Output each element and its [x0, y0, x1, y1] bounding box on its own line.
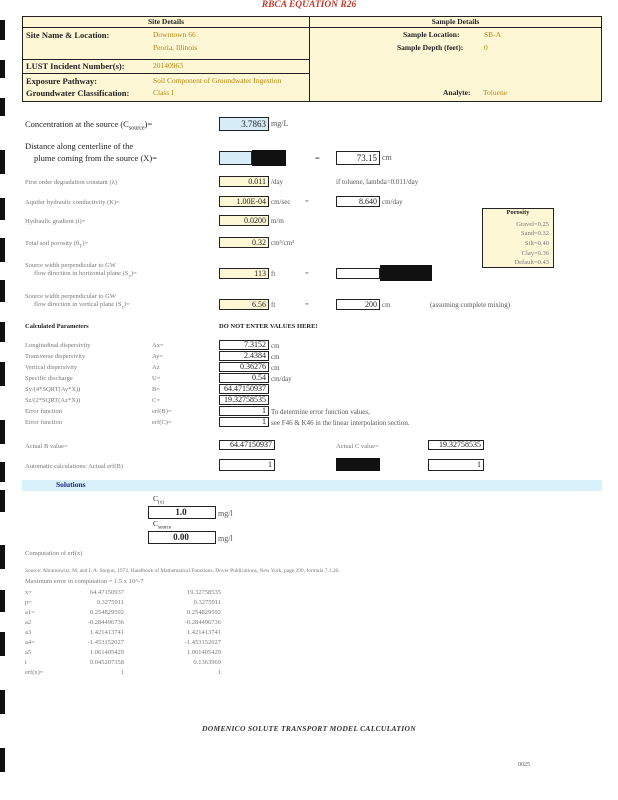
erf-col-b: -1.453152027 [87, 639, 124, 646]
conductivity-input[interactable]: 1.00E-04 [219, 196, 269, 207]
actual-b-value: 64.47150937 [219, 440, 275, 450]
erf-col-c: -0.284496736 [184, 619, 221, 626]
conductivity-label: Aquifer hydraulic conductivity (K)= [25, 199, 120, 206]
sample-depth-value: 0 [484, 43, 488, 52]
calc-row-unit: cm [271, 353, 280, 361]
conductivity-unit: cm/sec [271, 198, 291, 206]
porosity-row: Default=0.43 [514, 259, 549, 266]
calc-row-unit: cm/day [271, 375, 292, 383]
erf-key: a1= [25, 609, 35, 616]
calc-row-symbol: Ay= [152, 353, 164, 360]
erf-col-b: 1 [120, 669, 124, 676]
calc-row-value: 0.54 [219, 373, 269, 383]
auto-calc-label: Automatic calculations: Actual erf(B) [25, 463, 124, 470]
conductivity-cmday-value: 8.640 [336, 196, 380, 207]
calc-row-label: Error function [25, 419, 63, 426]
erf-col-c: 1 [217, 669, 221, 676]
erf-col-c: 0.1363969 [193, 659, 221, 666]
concentration-unit: mg/L [271, 119, 289, 128]
porosity-label: Total soil porosity $(\theta_T)=$ [25, 240, 89, 250]
erf-col-c: 0.3275911 [193, 599, 221, 606]
site-name-value: Downtown 66 [153, 30, 196, 39]
gradient-input[interactable]: 0.0200 [219, 215, 269, 226]
distance-label-2: plume coming from the source (X)= [34, 153, 158, 163]
sz-cm-unit: cm [382, 301, 391, 309]
concentration-input[interactable]: 3.7863 [219, 117, 269, 131]
sy-input[interactable]: 113 [219, 268, 269, 279]
erf-col-c: 1.061405429 [186, 649, 221, 656]
calc-heading: Calculated Parameters [25, 323, 89, 330]
calc-row-symbol: Az [152, 364, 160, 371]
exposure-value: Soil Component of Groundwater Ingestion [153, 76, 282, 85]
gradient-unit: m/m [271, 217, 284, 225]
calc-row-symbol: U= [152, 375, 161, 382]
distance-cm-unit: cm [382, 153, 392, 162]
calc-row-label: Transverse dispersivity [25, 353, 86, 360]
calc-row-value: 64.47150937 [219, 384, 269, 394]
sz-note: (assuming complete mixing) [430, 301, 511, 309]
porosity-table [482, 208, 554, 268]
sy-label-2: flow direction in horizontal plane $(S_y)=$ [34, 270, 137, 280]
porosity-unit: cm³/cm³ [271, 239, 295, 247]
erf-col-c: 19.32758535 [186, 589, 221, 596]
sample-location-value: SB-A [484, 30, 502, 39]
calc-row-symbol: C= [152, 397, 161, 404]
exposure-label: Exposure Pathway: [26, 76, 97, 86]
decay-input[interactable]: 0.011 [219, 176, 269, 187]
erf-col-b: 1.421413741 [89, 629, 124, 636]
sy-equals: = [305, 270, 309, 277]
calc-row-symbol: erf(B)= [152, 408, 172, 415]
sy-label: Source width perpendicular to GW [25, 262, 116, 269]
erf-key: a3 [25, 629, 32, 636]
calc-row-value: 1 [219, 417, 269, 427]
conductivity-equals: = [305, 198, 309, 205]
erf-source: Source: Abramowitz, M. and I. A. Stegun, 1972, Handbook of Mathematical Functions, Dover Publications, New York, page 299, formula 7.1.26. [25, 568, 340, 574]
cs-unit: mg/l [218, 534, 233, 543]
calc-warning: DO NOT ENTER VALUES HERE! [219, 323, 318, 330]
erf-key: a5 [25, 649, 32, 656]
decay-label: First order degradation constant (λ) [25, 179, 117, 186]
calc-row-value: 0.36276 [219, 362, 269, 372]
porosity-row: Sand=0.32 [520, 230, 549, 237]
cs-label: $C_{source}$ [153, 519, 172, 531]
calc-row-label: Error function [25, 408, 63, 415]
calc-row-value: 2.4384 [219, 351, 269, 361]
erf-key: t [25, 659, 27, 666]
distance-input[interactable] [219, 151, 252, 165]
solutions-bar [22, 480, 602, 491]
erf-col-c: 0.254829592 [186, 609, 221, 616]
auto-erf-b-value: 1 [219, 459, 275, 471]
calc-row-label: Longitudinal dispersivity [25, 342, 91, 349]
erf-key: p= [25, 599, 32, 606]
cx-unit: mg/l [218, 509, 233, 518]
page-number: 0025 [518, 762, 530, 768]
sample-location-label: Sample Location: [403, 30, 460, 39]
site-name-label: Site Name & Location: [26, 30, 110, 40]
calc-row-label: Sy/(4*SQRT(Ay*X)) [25, 386, 81, 393]
calc-row-unit: cm [271, 342, 280, 350]
erf-key: x= [25, 589, 32, 596]
sample-details-heading: Sample Details [431, 17, 480, 26]
calc-row-symbol: Ax= [152, 342, 164, 349]
calc-row-value: 1 [219, 406, 269, 416]
erf-col-b: 0.254829592 [89, 609, 124, 616]
erf-col-b: 64.47150937 [89, 589, 124, 596]
conductivity-cmday-unit: cm/day [382, 198, 403, 206]
sz-label-2: flow direction in vertical plane $(S_z)=$ [34, 301, 130, 311]
erf-col-c: -1.453152027 [184, 639, 221, 646]
cx-value: 1.0 [148, 506, 216, 519]
distance-cm-value: 73.15 [336, 151, 380, 165]
erf-col-b: 0.045207358 [89, 659, 124, 666]
footer-title: DOMENICO SOLUTE TRANSPORT MODEL CALCULATION [202, 724, 416, 733]
decay-note: if toluene, lambda=0.011/day [336, 178, 419, 186]
calc-row-label: Specific discharge [25, 375, 73, 382]
analyte-value: Toluene [483, 88, 508, 97]
porosity-input[interactable]: 0.32 [219, 237, 269, 248]
calc-row-symbol: erf(C)= [152, 419, 172, 426]
calc-row-label: Vertical dispersivity [25, 364, 78, 371]
erf-title: Computation of erf(x) [25, 550, 83, 557]
sz-unit: ft [271, 301, 276, 309]
erf-key: a2 [25, 619, 32, 626]
calc-row-note: To determine error function values, [271, 408, 370, 416]
calc-row-value: 19.32758535 [219, 395, 269, 405]
lust-value: 20140963 [153, 61, 183, 70]
sy-cm-value [336, 268, 380, 279]
analyte-label: Analyte: [443, 88, 471, 97]
auto-erf-c-value: 1 [428, 459, 484, 471]
sy-unit: ft [271, 270, 276, 278]
porosity-title: Porosity [506, 209, 530, 216]
gw-class-value: Class I [153, 88, 174, 97]
calc-row-symbol: B= [152, 386, 161, 393]
erf-key: erf(x)= [25, 669, 44, 676]
gw-class-label: Groundwater Classification: [26, 88, 130, 98]
sz-equals: = [305, 301, 309, 308]
site-details-heading: Site Details [147, 17, 185, 26]
calc-row-label: Sz/(2*SQRT(Az*X)) [25, 397, 81, 404]
actual-b-label: Actual B value= [25, 443, 68, 450]
site-details-table [22, 16, 602, 102]
actual-c-label: Actual C value= [336, 443, 379, 450]
porosity-row: Clay=0.36 [521, 250, 549, 257]
erf-max-error: Maximum error in computation = 1.5 x 10^-7 [25, 578, 144, 585]
page-title: RBCA EQUATION R26 [261, 0, 357, 10]
erf-col-c: 1.421413741 [186, 629, 221, 636]
porosity-row: Silt=0.40 [524, 240, 549, 247]
concentration-label: Concentration at the source $(C_{source})=$ [25, 119, 153, 132]
actual-c-value: 19.32758535 [428, 440, 484, 450]
calc-row-note: see F46 & K46 in the linear interpolation section. [271, 419, 410, 427]
sample-depth-label: Sample Depth (feet): [397, 43, 464, 52]
distance-label: Distance along centerline of the [25, 141, 134, 151]
site-location-value: Peoria, Illinois [153, 43, 198, 52]
redacted-sy [380, 265, 432, 281]
sz-cm-value: 200 [336, 299, 380, 310]
erf-col-b: -0.284496736 [87, 619, 124, 626]
porosity-row: Gravel=0.25 [516, 221, 549, 228]
erf-key: a4= [25, 639, 35, 646]
sz-label: Source width perpendicular to GW [25, 293, 116, 300]
sz-input[interactable]: 6.56 [219, 299, 269, 310]
cs-value: 0.00 [148, 531, 216, 544]
cx-label: $C_{(x)}$ [153, 494, 164, 506]
calc-row-unit: cm [271, 364, 280, 372]
lust-label: LUST Incident Number(s): [26, 61, 125, 71]
decay-unit: /day [271, 178, 284, 186]
solutions-title: Solutions [56, 480, 86, 489]
calc-row-value: 7.3152 [219, 340, 269, 350]
redacted-distance [252, 150, 286, 166]
erf-col-b: 0.3275911 [96, 599, 124, 606]
erf-col-b: 1.061405429 [89, 649, 124, 656]
distance-equals: = [315, 153, 320, 163]
gradient-label: Hydraulic gradient (i)= [25, 218, 86, 225]
redacted-auto [336, 458, 380, 471]
